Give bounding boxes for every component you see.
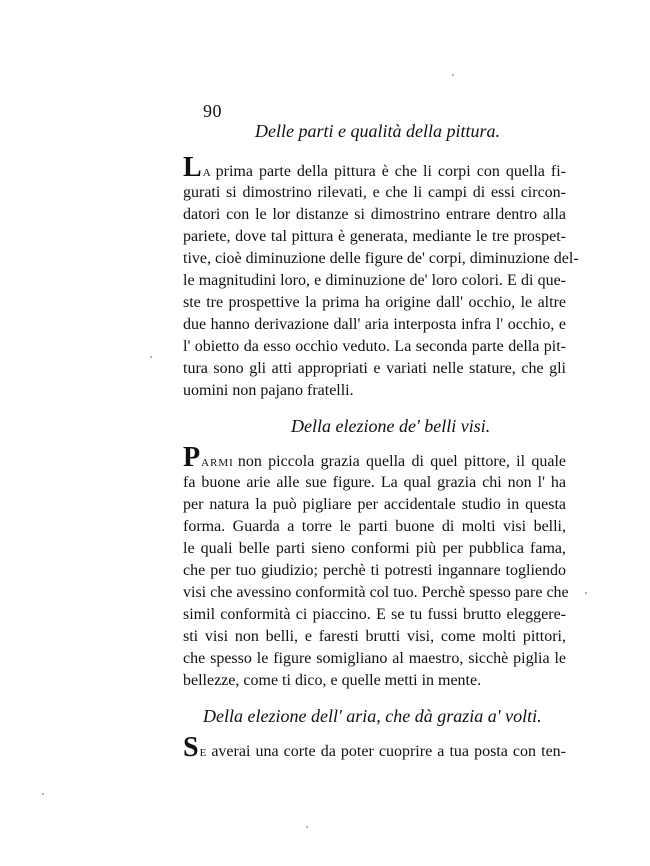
scan-speck <box>585 592 587 594</box>
drop-cap: P <box>183 442 201 473</box>
drop-cap: L <box>183 152 202 183</box>
paragraph-line: ste tre prospettive la prima ha origine dall' occhio, le altre <box>183 294 566 311</box>
line-text: prima parte della pittura è che li corpi con quella fi- <box>215 163 566 180</box>
drop-cap: S <box>183 732 199 763</box>
paragraph-line <box>183 444 566 472</box>
scan-speck <box>306 826 308 828</box>
small-caps: ARMI <box>201 457 234 469</box>
paragraph-line: le quali belle parti sieno conformi più per pubblica fama, <box>183 540 566 557</box>
paragraph-line: che spesso le figure somigliano al maestro, sicchè piglia le <box>183 650 566 667</box>
section-heading-1: Delle parti e qualità della pittura. <box>255 121 500 141</box>
paragraph-line: le magnitudini loro, e diminuzione de' loro colori. E di que- <box>183 272 566 289</box>
paragraph-line: tive, cioè diminuzione delle figure de' corpi, diminuzione del- <box>183 250 579 267</box>
paragraph-line: sti visi non belli, e faresti brutti visi, come molti pittori, <box>183 628 566 645</box>
section-heading-3: Della elezione dell' aria, che dà grazia a' volti. <box>203 706 542 726</box>
line-text: non piccola grazia quella di quel pittore, il quale <box>237 453 566 470</box>
small-caps: A <box>202 167 212 179</box>
paragraph-line: simil conformità ci piaccino. E se tu fussi brutto eleggere- <box>183 606 566 623</box>
paragraph-line: uomini non pajano fratelli. <box>183 382 354 399</box>
line-text: averai una corte da poter cuoprire a tua posta con ten- <box>211 743 566 760</box>
paragraph-line <box>183 154 566 182</box>
paragraph-line <box>183 734 566 762</box>
paragraph-line: pariete, dove tal pittura è generata, mediante le tre prospet- <box>183 228 566 245</box>
paragraph-line: l' obietto da esso occhio veduto. La seconda parte della pit- <box>183 338 566 355</box>
paragraph-line: fa buone arie alle sue figure. La qual grazia chi non l' ha <box>183 474 566 491</box>
section-heading-2: Della elezione de' belli visi. <box>291 416 491 436</box>
scan-speck <box>452 74 454 76</box>
paragraph-line: tura sono gli atti appropriati e variati nelle stature, che gli <box>183 360 566 377</box>
paragraph-line: gurati si dimostrino rilevati, e che li campi di essi circon- <box>183 184 566 201</box>
paragraph-line: che per tuo giudizio; perchè ti potresti ingannare togliendo <box>183 562 566 579</box>
small-caps: E <box>199 747 208 759</box>
paragraph-line: per natura la può pigliare per accidentale studio in questa <box>183 496 566 513</box>
paragraph-line: forma. Guarda a torre le parti buone di molti visi belli, <box>183 518 566 535</box>
paragraph-line: due hanno derivazione dall' aria interposta infra l' occhio, e <box>183 316 566 333</box>
paragraph-line: visi che avessino conformità col tuo. Perchè spesso pare che <box>183 584 569 601</box>
paragraph-line: datori con le lor distanze si dimostrino entrare dentro alla <box>183 206 566 223</box>
page-number: 90 <box>203 101 222 121</box>
scan-speck <box>42 793 44 795</box>
scan-speck <box>150 356 152 358</box>
paragraph-line: bellezze, come ti dico, e quelle metti in mente. <box>183 672 482 689</box>
